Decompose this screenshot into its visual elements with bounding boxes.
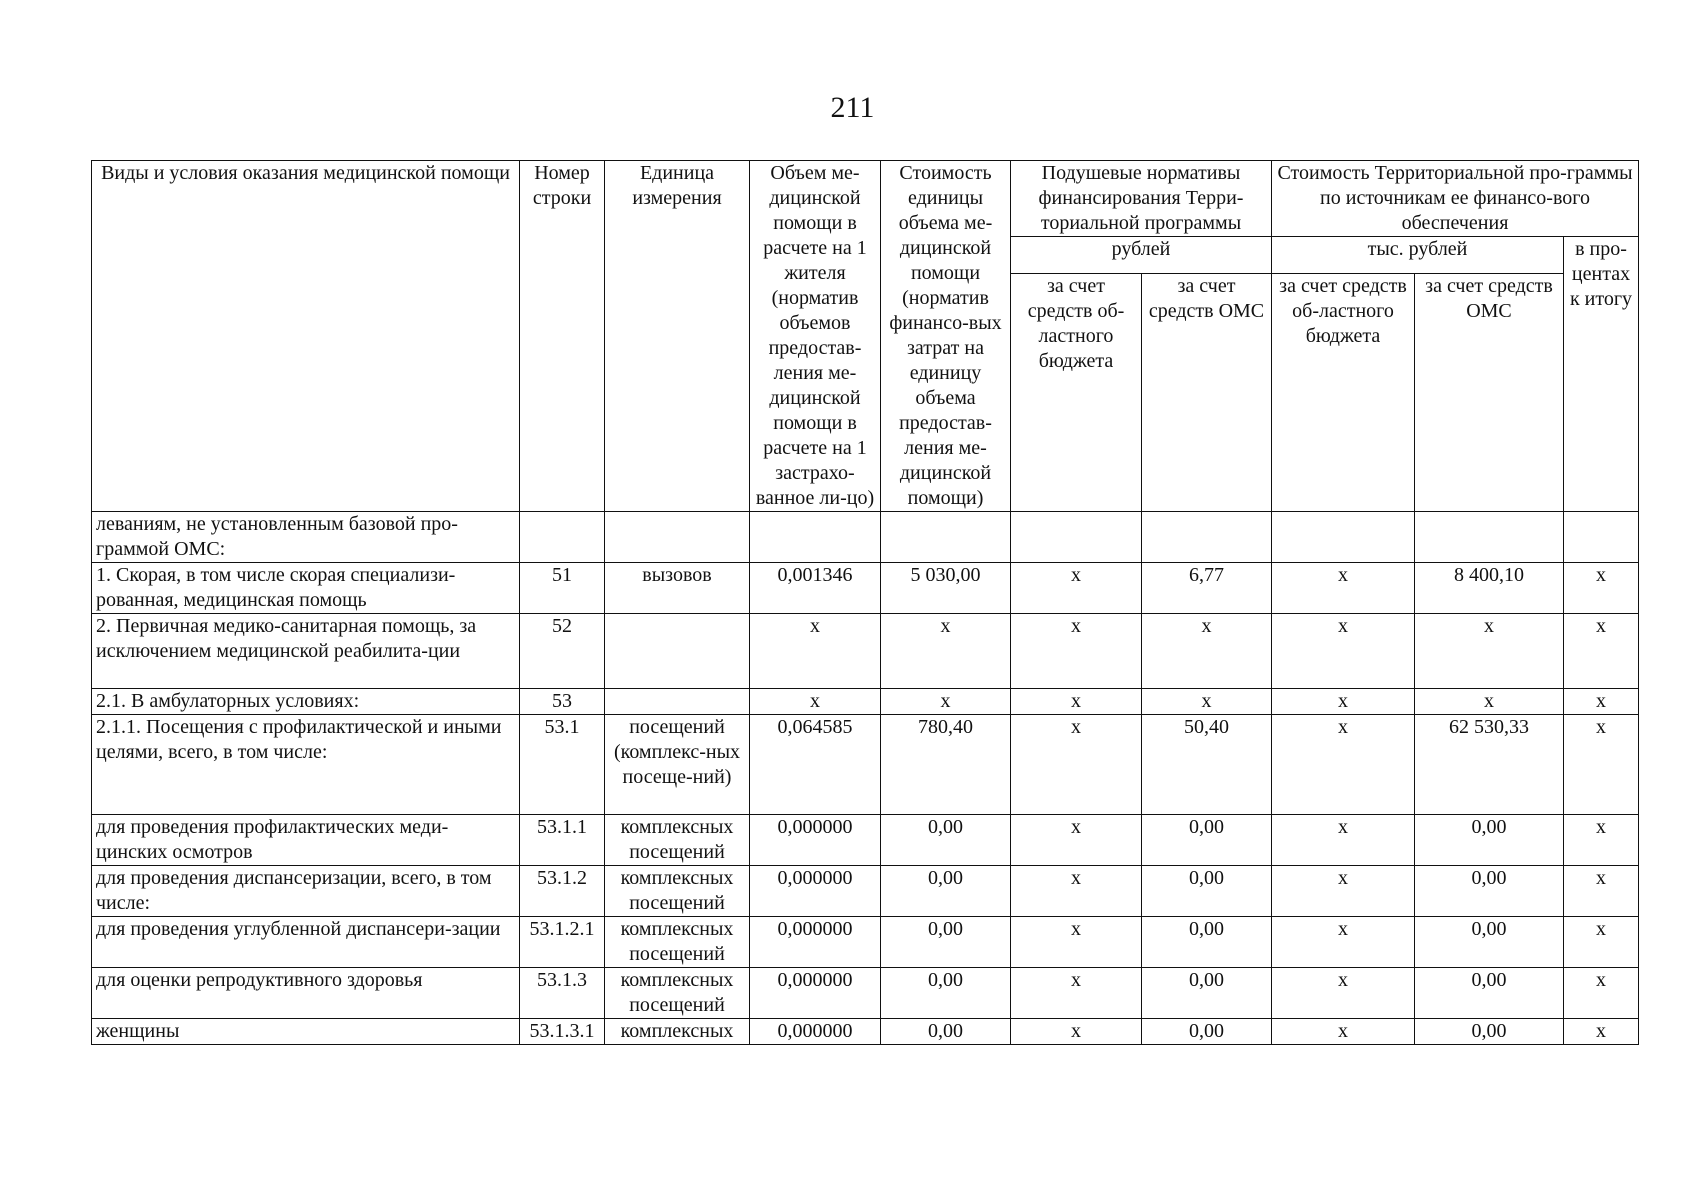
row-volume: 0,000000 [750,815,881,866]
row-unit [605,689,750,715]
row-th-budget: х [1272,715,1415,815]
header-cost-unit: Стоимость единицы объема ме-дицинской помощи (норматив финансо-вых затрат на единицу объема предостав-ления ме-дицинской помощи) [881,161,1011,512]
row-cost: 5 030,00 [881,563,1011,614]
row-pc-budget: х [1011,968,1142,1019]
header-types: Виды и условия оказания медицинской помощи [92,161,520,512]
row-th-budget: х [1272,689,1415,715]
row-th-oms: 8 400,10 [1415,563,1564,614]
table-row [92,614,1639,689]
row-cost: 780,40 [881,715,1011,815]
row-th-oms: 62 530,33 [1415,715,1564,815]
row-number: 53.1.1 [520,815,605,866]
row-number: 53.1 [520,715,605,815]
row-volume: 0,064585 [750,715,881,815]
page-number: 211 [830,91,875,124]
row-th-budget: х [1272,563,1415,614]
row-number: 52 [520,614,605,689]
row-percent: х [1564,968,1639,1019]
table-row [92,866,1639,917]
row-th-oms: х [1415,689,1564,715]
row-percent: х [1564,815,1639,866]
header-unit-thousand-rubles: тыс. рублей [1272,237,1564,274]
row-th-budget: х [1272,866,1415,917]
row-percent: х [1564,715,1639,815]
row-pc-budget: х [1011,917,1142,968]
table-row [92,917,1639,968]
row-th-oms: 0,00 [1415,1019,1564,1045]
row-pc-budget: х [1011,815,1142,866]
row-name: 2. Первичная медико-санитарная помощь, за исключением медицинской реабилита-ции [92,614,520,689]
row-number: 53.1.3 [520,968,605,1019]
row-cost: 0,00 [881,968,1011,1019]
table-row [92,563,1639,614]
table-row [92,512,1639,563]
row-name: для оценки репродуктивного здоровья [92,968,520,1019]
row-pc-oms: 0,00 [1142,866,1272,917]
row-pc-oms: х [1142,614,1272,689]
row-name: для проведения углубленной диспансери-зации [92,917,520,968]
row-pc-oms: 50,40 [1142,715,1272,815]
row-pc-budget: х [1011,614,1142,689]
header-th-oms: за счет средств ОМС [1415,274,1564,512]
row-unit: комплексных [605,1019,750,1045]
row-unit: комплексных посещений [605,866,750,917]
row-number: 51 [520,563,605,614]
row-cost: 0,00 [881,917,1011,968]
row-th-oms [1415,512,1564,563]
row-th-budget: х [1272,815,1415,866]
row-th-oms: 0,00 [1415,815,1564,866]
row-number: 53.1.2 [520,866,605,917]
row-volume: 0,000000 [750,1019,881,1045]
row-percent [1564,512,1639,563]
header-percent: в про-центах к итогу [1564,237,1639,512]
row-pc-budget: х [1011,563,1142,614]
row-pc-budget [1011,512,1142,563]
row-th-oms: х [1415,614,1564,689]
row-name: 2.1. В амбулаторных условиях: [92,689,520,715]
row-pc-oms: 0,00 [1142,815,1272,866]
row-name: женщины [92,1019,520,1045]
row-unit [605,512,750,563]
row-name: леваниям, не установленным базовой про-граммой ОМС: [92,512,520,563]
table-row [92,968,1639,1019]
row-pc-budget: х [1011,715,1142,815]
row-pc-oms: 0,00 [1142,968,1272,1019]
table-row [92,1019,1639,1045]
row-unit: комплексных посещений [605,815,750,866]
row-th-oms: 0,00 [1415,968,1564,1019]
table-row [92,689,1639,715]
header-pc-budget: за счет средств об-ластного бюджета [1011,274,1142,512]
row-percent: х [1564,563,1639,614]
row-pc-budget: х [1011,866,1142,917]
financing-table [91,160,1639,1045]
header-volume: Объем ме-дицинской помощи в расчете на 1 жителя (норматив объемов предостав-ления ме-дицинской помощи в расчете на 1 застрахо-ванное ли-цо) [750,161,881,512]
row-pc-budget: х [1011,689,1142,715]
row-number: 53.1.3.1 [520,1019,605,1045]
row-th-oms: 0,00 [1415,866,1564,917]
header-program-cost-group: Стоимость Территориальной про-граммы по источникам ее финансо-вого обеспечения [1272,161,1639,237]
row-volume: 0,000000 [750,968,881,1019]
row-volume: 0,001346 [750,563,881,614]
row-name: для проведения диспансеризации, всего, в том числе: [92,866,520,917]
row-th-oms: 0,00 [1415,917,1564,968]
row-percent: х [1564,689,1639,715]
row-name: 2.1.1. Посещения с профилактической и иными целями, всего, в том числе: [92,715,520,815]
row-unit: комплексных посещений [605,917,750,968]
row-volume: 0,000000 [750,917,881,968]
row-number [520,512,605,563]
row-number: 53 [520,689,605,715]
header-th-budget: за счет средств об-ластного бюджета [1272,274,1415,512]
row-pc-oms: 6,77 [1142,563,1272,614]
header-pc-oms: за счет средств ОМС [1142,274,1272,512]
row-volume: х [750,689,881,715]
row-percent: х [1564,614,1639,689]
row-cost: х [881,614,1011,689]
row-number: 53.1.2.1 [520,917,605,968]
row-pc-oms [1142,512,1272,563]
row-unit [605,614,750,689]
row-cost [881,512,1011,563]
row-percent: х [1564,917,1639,968]
row-pc-budget: х [1011,1019,1142,1045]
row-unit: комплексных посещений [605,968,750,1019]
header-row-number: Номер строки [520,161,605,512]
row-name: 1. Скорая, в том числе скорая специализи-рованная, медицинская помощь [92,563,520,614]
row-th-budget: х [1272,968,1415,1019]
row-th-budget: х [1272,917,1415,968]
row-percent: х [1564,866,1639,917]
row-cost: 0,00 [881,815,1011,866]
row-volume: х [750,614,881,689]
row-cost: х [881,689,1011,715]
header-unit: Единица измерения [605,161,750,512]
row-pc-oms: 0,00 [1142,917,1272,968]
row-volume: 0,000000 [750,866,881,917]
row-th-budget: х [1272,1019,1415,1045]
table-row [92,815,1639,866]
table-row [92,715,1639,815]
header-per-capita-group: Подушевые нормативы финансирования Терри-ториальной программы [1011,161,1272,237]
row-th-budget [1272,512,1415,563]
row-volume [750,512,881,563]
row-name: для проведения профилактических меди-цинских осмотров [92,815,520,866]
row-cost: 0,00 [881,866,1011,917]
row-pc-oms: х [1142,689,1272,715]
row-percent: х [1564,1019,1639,1045]
row-cost: 0,00 [881,1019,1011,1045]
row-unit: посещений (комплекс-ных посеще-ний) [605,715,750,815]
row-pc-oms: 0,00 [1142,1019,1272,1045]
row-unit: вызовов [605,563,750,614]
header-unit-rubles: рублей [1011,237,1272,274]
row-th-budget: х [1272,614,1415,689]
